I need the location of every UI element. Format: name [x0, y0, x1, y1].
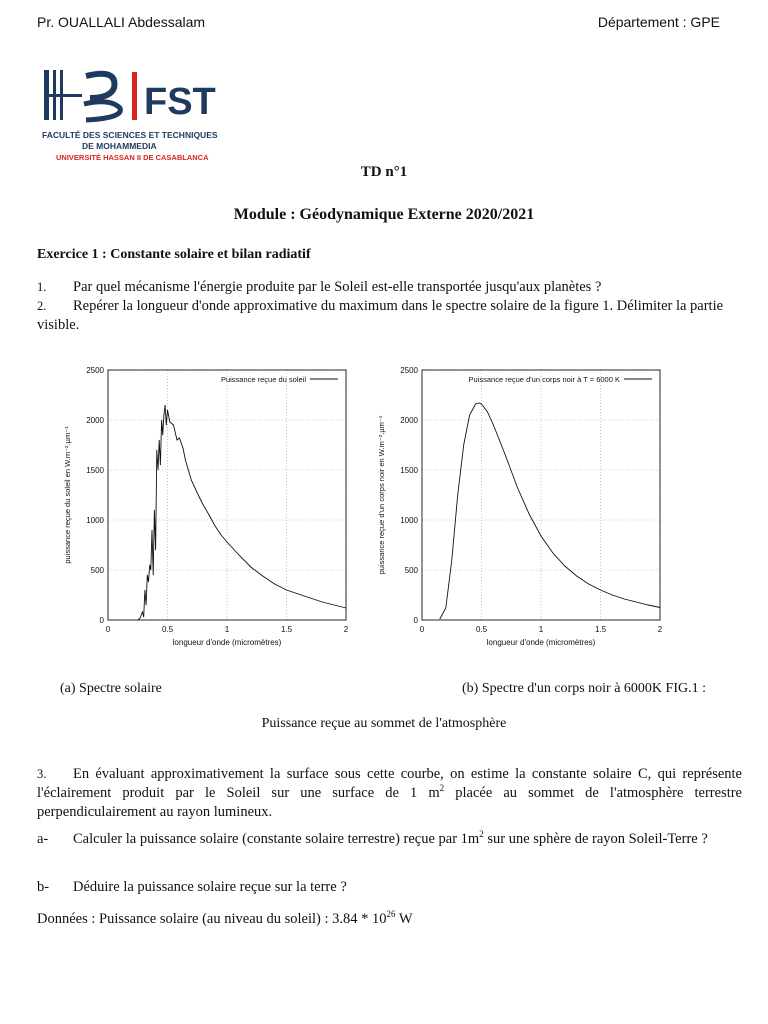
data-point: [152, 530, 153, 531]
data-point: [161, 420, 162, 421]
data-point: [624, 599, 625, 600]
x-tick-label: 1.5: [280, 625, 293, 634]
data-point: [239, 555, 240, 556]
question-1-text: Par quel mécanisme l'énergie produite par le Soleil est-elle transportée jusqu'aux planètes ?: [73, 279, 602, 295]
given-data: [37, 910, 742, 929]
data-point: [457, 495, 458, 496]
question-2: [37, 297, 742, 335]
x-tick-label: 1: [224, 625, 230, 634]
data-point: [481, 404, 482, 405]
y-axis-label: puissance reçue d'un corps noir en W.m⁻².µm⁻¹: [377, 415, 386, 575]
x-axis-label: longueur d'onde (micromètres): [486, 638, 596, 647]
chart-solar-spectrum: [56, 362, 356, 652]
data-point: [158, 470, 159, 471]
data-point: [334, 605, 335, 606]
data-point: [446, 608, 447, 609]
sub-question-a-text-b: sur une sphère de rayon Soleil-Terre ?: [483, 831, 708, 847]
y-tick-label: 2500: [86, 366, 104, 375]
data-point: [469, 415, 470, 416]
sub-question-a-label: a-: [37, 831, 49, 847]
question-3: [37, 765, 742, 822]
data-point: [215, 526, 216, 527]
y-tick-label: 500: [90, 566, 104, 575]
logo-line-1: FACULTÉ DES SCIENCES ET TECHNIQUES: [42, 130, 218, 140]
data-point: [298, 594, 299, 595]
y-tick-label: 500: [404, 566, 418, 575]
question-1-number: 1.: [37, 280, 47, 294]
question-3-text-b: placée au sommet de l'atmosphère terrestre perpendiculairement au rayon lumineux.: [37, 785, 742, 820]
question-1: [37, 278, 742, 297]
x-tick-label: 2: [343, 625, 349, 634]
data-point: [203, 505, 204, 506]
x-tick-label: 1.5: [594, 625, 607, 634]
uh2c-emblem-icon: [44, 70, 120, 120]
series-line: [440, 403, 660, 619]
sub-question-b: [37, 878, 742, 897]
data-point: [173, 425, 174, 426]
chart-blackbody-spectrum: [370, 362, 670, 652]
figure-caption: Puissance reçue au sommet de l'atmosphère: [261, 716, 507, 731]
data-point: [636, 602, 637, 603]
data-point: [145, 590, 146, 591]
data-point: [346, 608, 347, 609]
data-point: [612, 595, 613, 596]
question-3-number: 3.: [37, 767, 47, 781]
data-point: [529, 514, 530, 515]
sub-question-a: [37, 830, 742, 849]
data-point: [565, 566, 566, 567]
y-axis-label: puissance reçue du soleil en W.m⁻².µm⁻¹: [63, 426, 72, 564]
data-point: [487, 412, 488, 413]
given-data-sup: 26: [386, 909, 396, 920]
data-point: [475, 404, 476, 405]
data-point: [440, 619, 441, 620]
data-point: [600, 590, 601, 591]
data-point: [165, 405, 166, 406]
data-point: [251, 567, 252, 568]
legend-label: Puissance reçue du soleil: [220, 375, 306, 384]
data-point: [479, 403, 480, 404]
y-tick-label: 1500: [86, 466, 104, 475]
question-3-sup: 2: [439, 783, 445, 794]
data-point: [155, 550, 156, 551]
exercise-title: Exercice 1 : Constante solaire et bilan radiatif: [37, 247, 311, 262]
data-point: [588, 584, 589, 585]
data-point: [146, 605, 147, 606]
x-tick-label: 0: [105, 625, 111, 634]
data-point: [660, 607, 661, 608]
data-point: [197, 493, 198, 494]
y-tick-label: 0: [99, 616, 104, 625]
y-tick-label: 1000: [400, 516, 418, 525]
data-point: [167, 410, 168, 411]
data-point: [185, 460, 186, 461]
sub-question-b-label: b-: [37, 879, 50, 895]
x-tick-label: 2: [657, 625, 663, 634]
y-tick-label: 0: [413, 616, 418, 625]
data-point: [493, 425, 494, 426]
data-point: [142, 612, 143, 613]
module-title: Module : Géodynamique Externe 2020/2021: [233, 206, 535, 223]
data-point: [170, 422, 171, 423]
x-tick-label: 0.5: [475, 625, 488, 634]
caption-a: (a) Spectre solaire: [60, 681, 162, 696]
data-point: [227, 542, 228, 543]
x-axis-label: longueur d'onde (micromètres): [172, 638, 282, 647]
data-point: [154, 510, 155, 511]
logo-line-3: UNIVERSITÉ HASSAN II DE CASABLANCA: [56, 153, 209, 162]
data-point: [505, 455, 506, 456]
data-point: [322, 602, 323, 603]
data-point: [177, 440, 178, 441]
data-point: [162, 435, 163, 436]
data-point: [151, 570, 152, 571]
data-point: [221, 535, 222, 536]
data-point: [262, 576, 263, 577]
question-3-text-a: En évaluant approximativement la surface sous cette courbe, on estime la constante solaire C, qui représente l'éclairement produit par le Soleil sur une surface de 1 m: [37, 766, 742, 801]
data-point: [576, 576, 577, 577]
question-2-text: Repérer la longueur d'onde approximative du maximum dans le spectre solaire de la figure 1. Délimiter la partie visible.: [37, 298, 724, 333]
logo-brand: FST: [144, 81, 216, 123]
given-data-text-a: Données : Puissance solaire (au niveau du soleil) : 3.84 * 10: [37, 911, 387, 927]
data-point: [648, 605, 649, 606]
data-point: [451, 560, 452, 561]
x-tick-label: 0.5: [161, 625, 174, 634]
x-tick-label: 1: [538, 625, 544, 634]
question-2-number: 2.: [37, 299, 47, 313]
data-point: [156, 450, 157, 451]
data-point: [541, 536, 542, 537]
data-point: [164, 415, 165, 416]
data-point: [143, 617, 144, 618]
university-logo: [40, 68, 230, 168]
data-point: [153, 575, 154, 576]
y-tick-label: 2500: [400, 366, 418, 375]
data-point: [183, 448, 184, 449]
data-point: [140, 618, 141, 619]
y-tick-label: 1000: [86, 516, 104, 525]
data-point: [137, 620, 138, 621]
data-point: [147, 575, 148, 576]
logo-accent-bar: [132, 72, 137, 120]
data-point: [159, 440, 160, 441]
sub-question-b-text: Déduire la puissance solaire reçue sur la terre ?: [73, 879, 347, 895]
td-title: TD n°1: [360, 164, 408, 180]
data-point: [310, 598, 311, 599]
logo-line-2: DE MOHAMMEDIA: [82, 141, 157, 151]
data-point: [209, 515, 210, 516]
data-point: [148, 582, 149, 583]
data-point: [149, 565, 150, 566]
data-point: [274, 584, 275, 585]
sub-question-a-text-a: Calculer la puissance solaire (constante solaire terrestre) reçue par 1m: [73, 831, 480, 847]
series-line: [138, 405, 346, 620]
data-point: [553, 553, 554, 554]
given-data-text-b: W: [395, 911, 413, 927]
sub-question-a-sup: 2: [479, 829, 484, 840]
caption-b: (b) Spectre d'un corps noir à 6000K FIG.1 :: [462, 681, 706, 696]
data-point: [517, 487, 518, 488]
data-point: [160, 465, 161, 466]
y-tick-label: 2000: [86, 416, 104, 425]
department-label: Département : GPE: [597, 14, 720, 30]
y-tick-label: 2000: [400, 416, 418, 425]
x-tick-label: 0: [419, 625, 425, 634]
legend-label: Puissance reçue d'un corps noir à T = 6000 K: [468, 375, 620, 384]
data-point: [179, 438, 180, 439]
data-point: [166, 425, 167, 426]
data-point: [286, 590, 287, 591]
author-name: Pr. OUALLALI Abdessalam: [37, 14, 206, 30]
plot-frame: [108, 370, 346, 620]
y-tick-label: 1500: [400, 466, 418, 475]
data-point: [191, 480, 192, 481]
data-point: [463, 445, 464, 446]
